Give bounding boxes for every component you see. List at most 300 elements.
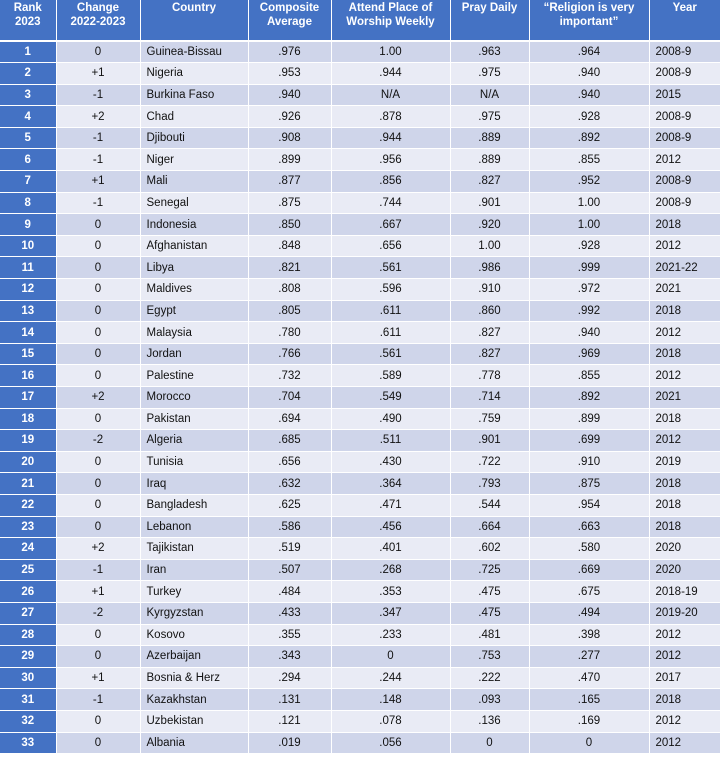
year-cell: 2008-9 — [649, 106, 720, 128]
rank-cell: 32 — [0, 710, 56, 732]
year-cell: 2008-9 — [649, 171, 720, 193]
country-cell: Turkey — [140, 581, 248, 603]
change-cell: 0 — [56, 300, 140, 322]
change-cell: +1 — [56, 63, 140, 85]
country-cell: Egypt — [140, 300, 248, 322]
composite-average-cell: .908 — [248, 127, 331, 149]
country-cell: Azerbaijan — [140, 646, 248, 668]
table-row — [0, 127, 720, 149]
religion-important-cell: .954 — [529, 494, 649, 516]
composite-average-cell: .343 — [248, 646, 331, 668]
change-cell: 0 — [56, 322, 140, 344]
country-cell: Lebanon — [140, 516, 248, 538]
religion-important-cell: .494 — [529, 602, 649, 624]
country-cell: Kazakhstan — [140, 689, 248, 711]
religion-important-cell: .892 — [529, 127, 649, 149]
composite-average-cell: .732 — [248, 365, 331, 387]
table-row — [0, 516, 720, 538]
table-row — [0, 538, 720, 560]
attend-worship-cell: .944 — [331, 63, 450, 85]
rank-cell: 10 — [0, 235, 56, 257]
year-cell: 2012 — [649, 149, 720, 171]
religion-important-cell: .892 — [529, 387, 649, 409]
rank-cell: 27 — [0, 602, 56, 624]
change-cell: -1 — [56, 192, 140, 214]
attend-worship-cell: .401 — [331, 538, 450, 560]
rank-cell: 26 — [0, 581, 56, 603]
pray-daily-cell: .827 — [450, 343, 529, 365]
year-cell: 2020 — [649, 559, 720, 581]
pray-daily-cell: .753 — [450, 646, 529, 668]
religion-important-cell: .972 — [529, 279, 649, 301]
year-cell: 2017 — [649, 667, 720, 689]
pray-daily-cell: 1.00 — [450, 235, 529, 257]
rank-cell: 33 — [0, 732, 56, 754]
composite-average-cell: .519 — [248, 538, 331, 560]
table-row — [0, 365, 720, 387]
religion-important-cell: 1.00 — [529, 214, 649, 236]
table-row — [0, 430, 720, 452]
composite-average-cell: .850 — [248, 214, 331, 236]
composite-average-cell: .704 — [248, 387, 331, 409]
country-cell: Djibouti — [140, 127, 248, 149]
table-row — [0, 192, 720, 214]
religion-important-cell: .969 — [529, 343, 649, 365]
country-cell: Tajikistan — [140, 538, 248, 560]
change-cell: 0 — [56, 451, 140, 473]
country-cell: Niger — [140, 149, 248, 171]
pray-daily-cell: .664 — [450, 516, 529, 538]
change-cell: +2 — [56, 538, 140, 560]
pray-daily-cell: .778 — [450, 365, 529, 387]
pray-daily-cell: .975 — [450, 63, 529, 85]
religion-important-cell: .964 — [529, 41, 649, 63]
country-cell: Bangladesh — [140, 494, 248, 516]
change-cell: -1 — [56, 149, 140, 171]
year-cell: 2012 — [649, 322, 720, 344]
attend-worship-cell: 1.00 — [331, 41, 450, 63]
rank-cell: 16 — [0, 365, 56, 387]
country-cell: Kyrgyzstan — [140, 602, 248, 624]
pray-daily-cell: .910 — [450, 279, 529, 301]
change-cell: 0 — [56, 473, 140, 495]
country-cell: Maldives — [140, 279, 248, 301]
country-cell: Bosnia & Herz — [140, 667, 248, 689]
attend-worship-cell: .471 — [331, 494, 450, 516]
table-row — [0, 387, 720, 409]
country-cell: Jordan — [140, 343, 248, 365]
religion-important-cell: .928 — [529, 235, 649, 257]
year-cell: 2021-22 — [649, 257, 720, 279]
country-cell: Iran — [140, 559, 248, 581]
pray-daily-cell: .722 — [450, 451, 529, 473]
rank-cell: 28 — [0, 624, 56, 646]
pray-daily-cell: .901 — [450, 430, 529, 452]
composite-average-cell: .821 — [248, 257, 331, 279]
attend-worship-cell: .549 — [331, 387, 450, 409]
rank-cell: 6 — [0, 149, 56, 171]
table-row — [0, 300, 720, 322]
change-cell: -1 — [56, 84, 140, 106]
pray-daily-cell: .602 — [450, 538, 529, 560]
rank-cell: 31 — [0, 689, 56, 711]
table-row — [0, 473, 720, 495]
header-composite-average: Composite Average — [248, 0, 331, 41]
year-cell: 2018 — [649, 343, 720, 365]
year-cell: 2008-9 — [649, 63, 720, 85]
religion-important-cell: .928 — [529, 106, 649, 128]
composite-average-cell: .940 — [248, 84, 331, 106]
pray-daily-cell: .860 — [450, 300, 529, 322]
composite-average-cell: .805 — [248, 300, 331, 322]
pray-daily-cell: .475 — [450, 602, 529, 624]
composite-average-cell: .433 — [248, 602, 331, 624]
religion-important-cell: .470 — [529, 667, 649, 689]
change-cell: +2 — [56, 106, 140, 128]
religion-important-cell: .663 — [529, 516, 649, 538]
pray-daily-cell: .827 — [450, 322, 529, 344]
attend-worship-cell: .956 — [331, 149, 450, 171]
year-cell: 2018 — [649, 408, 720, 430]
composite-average-cell: .685 — [248, 430, 331, 452]
change-cell: 0 — [56, 732, 140, 754]
year-cell: 2008-9 — [649, 127, 720, 149]
change-cell: 0 — [56, 235, 140, 257]
rank-cell: 8 — [0, 192, 56, 214]
country-cell: Albania — [140, 732, 248, 754]
table-row — [0, 171, 720, 193]
country-cell: Senegal — [140, 192, 248, 214]
year-cell: 2018 — [649, 494, 720, 516]
attend-worship-cell: .148 — [331, 689, 450, 711]
table-row — [0, 106, 720, 128]
rank-cell: 15 — [0, 343, 56, 365]
table-header — [0, 0, 720, 41]
composite-average-cell: .355 — [248, 624, 331, 646]
country-cell: Nigeria — [140, 63, 248, 85]
year-cell: 2018 — [649, 214, 720, 236]
religion-important-cell: .910 — [529, 451, 649, 473]
country-cell: Burkina Faso — [140, 84, 248, 106]
table-row — [0, 84, 720, 106]
table-row — [0, 149, 720, 171]
attend-worship-cell: .611 — [331, 322, 450, 344]
rank-cell: 20 — [0, 451, 56, 473]
table-row — [0, 343, 720, 365]
rank-cell: 9 — [0, 214, 56, 236]
rank-cell: 23 — [0, 516, 56, 538]
religion-important-cell: .940 — [529, 84, 649, 106]
attend-worship-cell: .456 — [331, 516, 450, 538]
rank-cell: 29 — [0, 646, 56, 668]
religion-important-cell: .669 — [529, 559, 649, 581]
religion-important-cell: .940 — [529, 63, 649, 85]
header-attend-worship: Attend Place of Worship Weekly — [331, 0, 450, 41]
religion-important-cell: .999 — [529, 257, 649, 279]
composite-average-cell: .976 — [248, 41, 331, 63]
attend-worship-cell: .490 — [331, 408, 450, 430]
year-cell: 2018 — [649, 473, 720, 495]
country-cell: Libya — [140, 257, 248, 279]
rank-cell: 4 — [0, 106, 56, 128]
religion-important-cell: .952 — [529, 171, 649, 193]
table-row — [0, 559, 720, 581]
religion-important-cell: .855 — [529, 149, 649, 171]
year-cell: 2018-19 — [649, 581, 720, 603]
attend-worship-cell: .656 — [331, 235, 450, 257]
pray-daily-cell: 0 — [450, 732, 529, 754]
header-country: Country — [140, 0, 248, 41]
rank-cell: 3 — [0, 84, 56, 106]
religion-important-cell: .855 — [529, 365, 649, 387]
composite-average-cell: .019 — [248, 732, 331, 754]
attend-worship-cell: .353 — [331, 581, 450, 603]
attend-worship-cell: .944 — [331, 127, 450, 149]
rank-cell: 18 — [0, 408, 56, 430]
country-cell: Tunisia — [140, 451, 248, 473]
rank-cell: 2 — [0, 63, 56, 85]
attend-worship-cell: .430 — [331, 451, 450, 473]
country-cell: Kosovo — [140, 624, 248, 646]
country-cell: Afghanistan — [140, 235, 248, 257]
pray-daily-cell: .481 — [450, 624, 529, 646]
change-cell: 0 — [56, 41, 140, 63]
rank-cell: 30 — [0, 667, 56, 689]
attend-worship-cell: 0 — [331, 646, 450, 668]
composite-average-cell: .808 — [248, 279, 331, 301]
composite-average-cell: .848 — [248, 235, 331, 257]
composite-average-cell: .780 — [248, 322, 331, 344]
table-row — [0, 494, 720, 516]
change-cell: 0 — [56, 365, 140, 387]
change-cell: +2 — [56, 387, 140, 409]
country-cell: Indonesia — [140, 214, 248, 236]
composite-average-cell: .875 — [248, 192, 331, 214]
header-change: Change 2022-2023 — [56, 0, 140, 41]
pray-daily-cell: .136 — [450, 710, 529, 732]
change-cell: -2 — [56, 430, 140, 452]
year-cell: 2018 — [649, 516, 720, 538]
rank-cell: 22 — [0, 494, 56, 516]
religion-important-cell: .875 — [529, 473, 649, 495]
year-cell: 2012 — [649, 624, 720, 646]
religion-important-cell: .899 — [529, 408, 649, 430]
change-cell: 0 — [56, 710, 140, 732]
table-body — [0, 41, 720, 754]
table-row — [0, 235, 720, 257]
year-cell: 2020 — [649, 538, 720, 560]
composite-average-cell: .694 — [248, 408, 331, 430]
composite-average-cell: .877 — [248, 171, 331, 193]
year-cell: 2008-9 — [649, 41, 720, 63]
religion-important-cell: .940 — [529, 322, 649, 344]
table-row — [0, 732, 720, 754]
religion-important-cell: .580 — [529, 538, 649, 560]
attend-worship-cell: .244 — [331, 667, 450, 689]
composite-average-cell: .507 — [248, 559, 331, 581]
table-row — [0, 581, 720, 603]
change-cell: 0 — [56, 408, 140, 430]
pray-daily-cell: .827 — [450, 171, 529, 193]
table-row — [0, 408, 720, 430]
table-row — [0, 63, 720, 85]
country-cell: Mali — [140, 171, 248, 193]
rank-cell: 13 — [0, 300, 56, 322]
rank-cell: 11 — [0, 257, 56, 279]
header-rank: Rank 2023 — [0, 0, 56, 41]
pray-daily-cell: .714 — [450, 387, 529, 409]
change-cell: 0 — [56, 257, 140, 279]
pray-daily-cell: .475 — [450, 581, 529, 603]
pray-daily-cell: .725 — [450, 559, 529, 581]
year-cell: 2012 — [649, 365, 720, 387]
attend-worship-cell: .268 — [331, 559, 450, 581]
attend-worship-cell: .561 — [331, 257, 450, 279]
religion-important-cell: .277 — [529, 646, 649, 668]
year-cell: 2018 — [649, 689, 720, 711]
change-cell: 0 — [56, 646, 140, 668]
rank-cell: 1 — [0, 41, 56, 63]
pray-daily-cell: .901 — [450, 192, 529, 214]
country-cell: Algeria — [140, 430, 248, 452]
religion-important-cell: .165 — [529, 689, 649, 711]
country-cell: Morocco — [140, 387, 248, 409]
change-cell: +1 — [56, 667, 140, 689]
change-cell: -1 — [56, 689, 140, 711]
table-row — [0, 624, 720, 646]
header-year: Year — [649, 0, 720, 41]
attend-worship-cell: .056 — [331, 732, 450, 754]
pray-daily-cell: N/A — [450, 84, 529, 106]
religion-important-cell: .675 — [529, 581, 649, 603]
table-row — [0, 257, 720, 279]
change-cell: +1 — [56, 171, 140, 193]
change-cell: 0 — [56, 279, 140, 301]
attend-worship-cell: .347 — [331, 602, 450, 624]
religion-important-cell: .992 — [529, 300, 649, 322]
rank-cell: 19 — [0, 430, 56, 452]
pray-daily-cell: .889 — [450, 149, 529, 171]
table-row — [0, 602, 720, 624]
composite-average-cell: .632 — [248, 473, 331, 495]
pray-daily-cell: .889 — [450, 127, 529, 149]
country-cell: Palestine — [140, 365, 248, 387]
attend-worship-cell: .596 — [331, 279, 450, 301]
rank-cell: 12 — [0, 279, 56, 301]
year-cell: 2012 — [649, 646, 720, 668]
attend-worship-cell: .511 — [331, 430, 450, 452]
country-cell: Guinea-Bissau — [140, 41, 248, 63]
year-cell: 2018 — [649, 300, 720, 322]
year-cell: 2012 — [649, 235, 720, 257]
table-row — [0, 710, 720, 732]
religion-important-cell: .169 — [529, 710, 649, 732]
change-cell: 0 — [56, 494, 140, 516]
table-row — [0, 214, 720, 236]
pray-daily-cell: .759 — [450, 408, 529, 430]
country-cell: Pakistan — [140, 408, 248, 430]
header-pray-daily: Pray Daily — [450, 0, 529, 41]
attend-worship-cell: .078 — [331, 710, 450, 732]
table-row — [0, 689, 720, 711]
header-religion-important: “Religion is very important” — [529, 0, 649, 41]
change-cell: 0 — [56, 516, 140, 538]
attend-worship-cell: N/A — [331, 84, 450, 106]
rank-cell: 14 — [0, 322, 56, 344]
year-cell: 2012 — [649, 430, 720, 452]
pray-daily-cell: .963 — [450, 41, 529, 63]
rank-cell: 5 — [0, 127, 56, 149]
year-cell: 2015 — [649, 84, 720, 106]
religion-important-cell: 1.00 — [529, 192, 649, 214]
rank-cell: 7 — [0, 171, 56, 193]
attend-worship-cell: .744 — [331, 192, 450, 214]
attend-worship-cell: .856 — [331, 171, 450, 193]
table-row — [0, 41, 720, 63]
composite-average-cell: .953 — [248, 63, 331, 85]
composite-average-cell: .586 — [248, 516, 331, 538]
year-cell: 2019-20 — [649, 602, 720, 624]
composite-average-cell: .121 — [248, 710, 331, 732]
rank-cell: 24 — [0, 538, 56, 560]
attend-worship-cell: .364 — [331, 473, 450, 495]
table-row — [0, 667, 720, 689]
change-cell: -1 — [56, 127, 140, 149]
attend-worship-cell: .878 — [331, 106, 450, 128]
pray-daily-cell: .222 — [450, 667, 529, 689]
attend-worship-cell: .611 — [331, 300, 450, 322]
attend-worship-cell: .233 — [331, 624, 450, 646]
pray-daily-cell: .093 — [450, 689, 529, 711]
year-cell: 2012 — [649, 732, 720, 754]
composite-average-cell: .766 — [248, 343, 331, 365]
pray-daily-cell: .793 — [450, 473, 529, 495]
composite-average-cell: .656 — [248, 451, 331, 473]
composite-average-cell: .484 — [248, 581, 331, 603]
table-row — [0, 646, 720, 668]
year-cell: 2021 — [649, 387, 720, 409]
religion-important-cell: 0 — [529, 732, 649, 754]
pray-daily-cell: .975 — [450, 106, 529, 128]
country-cell: Malaysia — [140, 322, 248, 344]
pray-daily-cell: .920 — [450, 214, 529, 236]
rank-cell: 17 — [0, 387, 56, 409]
composite-average-cell: .926 — [248, 106, 331, 128]
year-cell: 2021 — [649, 279, 720, 301]
pray-daily-cell: .544 — [450, 494, 529, 516]
attend-worship-cell: .667 — [331, 214, 450, 236]
country-cell: Iraq — [140, 473, 248, 495]
pray-daily-cell: .986 — [450, 257, 529, 279]
rank-cell: 25 — [0, 559, 56, 581]
year-cell: 2008-9 — [649, 192, 720, 214]
composite-average-cell: .625 — [248, 494, 331, 516]
change-cell: 0 — [56, 343, 140, 365]
composite-average-cell: .294 — [248, 667, 331, 689]
religion-important-cell: .398 — [529, 624, 649, 646]
composite-average-cell: .131 — [248, 689, 331, 711]
change-cell: +1 — [56, 581, 140, 603]
change-cell: -1 — [56, 559, 140, 581]
table-row — [0, 279, 720, 301]
year-cell: 2012 — [649, 710, 720, 732]
religion-important-cell: .699 — [529, 430, 649, 452]
change-cell: -2 — [56, 602, 140, 624]
composite-average-cell: .899 — [248, 149, 331, 171]
attend-worship-cell: .589 — [331, 365, 450, 387]
change-cell: 0 — [56, 624, 140, 646]
rank-cell: 21 — [0, 473, 56, 495]
